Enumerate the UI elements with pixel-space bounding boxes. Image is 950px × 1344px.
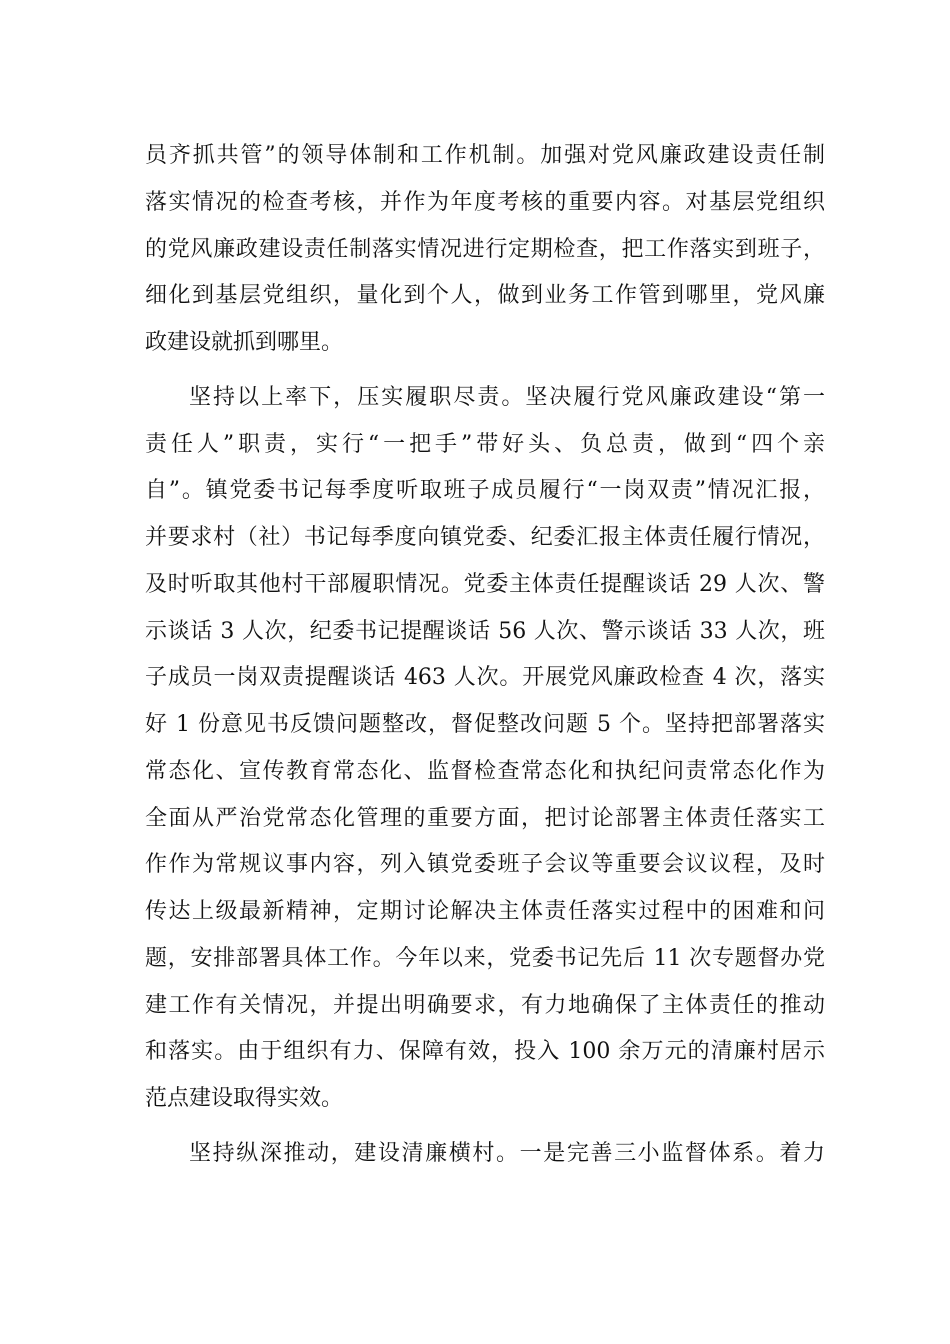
text-line: 示谈话 3 人次，纪委书记提醒谈话 56 人次、警示谈话 33 人次，班 xyxy=(145,618,825,644)
text-line: 的党风廉政建设责任制落实情况进行定期检查，把工作落实到班子， xyxy=(145,236,825,262)
text-line: 坚持纵深推动，建设清廉横村。一是完善三小监督体系。着力 xyxy=(189,1140,825,1166)
text-line: 全面从严治党常态化管理的重要方面，把讨论部署主体责任落实工 xyxy=(145,805,825,831)
text-line: 并要求村（社）书记每季度向镇党委、纪委汇报主体责任履行情况， xyxy=(145,525,825,550)
paragraph-2 xyxy=(145,375,825,1123)
paragraph-3 xyxy=(145,1131,825,1178)
text-line: 员齐抓共管”的领导体制和工作机制。加强对党风廉政建设责任制 xyxy=(145,143,825,168)
paragraph-spacing xyxy=(145,367,825,375)
text-line: 政建设就抓到哪里。 xyxy=(145,330,344,355)
text-line: 及时听取其他村干部履职情况。党委主体责任提醒谈话 29 人次、警 xyxy=(145,571,825,597)
text-line: 责任人”职责，实行“一把手”带好头、负总责，做到“四个亲 xyxy=(145,431,825,457)
text-line: 建工作有关情况，并提出明确要求，有力地确保了主体责任的推动 xyxy=(145,992,825,1018)
paragraph-spacing xyxy=(145,1123,825,1131)
text-line: 范点建设取得实效。 xyxy=(145,1086,344,1111)
text-line: 和落实。由于组织有力、保障有效，投入 100 余万元的清廉村居示 xyxy=(145,1039,825,1065)
text-line: 细化到基层党组织，量化到个人，做到业务工作管到哪里，党风廉 xyxy=(145,283,825,309)
text-line: 好 1 份意见书反馈问题整改，督促整改问题 5 个。坚持把部署落实 xyxy=(145,712,825,737)
text-line: 自”。镇党委书记每季度听取班子成员履行“一岗双责”情况汇报， xyxy=(145,478,825,504)
document-body xyxy=(145,133,825,1178)
text-line: 子成员一岗双责提醒谈话 463 人次。开展党风廉政检查 4 次，落实 xyxy=(145,665,825,691)
text-line: 常态化、宣传教育常态化、监督检查常态化和执纪问责常态化作为 xyxy=(145,758,825,784)
paragraph-1 xyxy=(145,133,825,367)
text-line: 作作为常规议事内容，列入镇党委班子会议等重要会议议程，及时 xyxy=(145,852,825,878)
text-line: 落实情况的检查考核，并作为年度考核的重要内容。对基层党组织 xyxy=(145,189,825,215)
text-line: 题，安排部署具体工作。今年以来，党委书记先后 11 次专题督办党 xyxy=(145,945,825,971)
text-line: 传达上级最新精神，定期讨论解决主体责任落实过程中的困难和问 xyxy=(145,899,825,924)
text-line: 坚持以上率下，压实履职尽责。坚决履行党风廉政建设“第一 xyxy=(189,384,825,410)
